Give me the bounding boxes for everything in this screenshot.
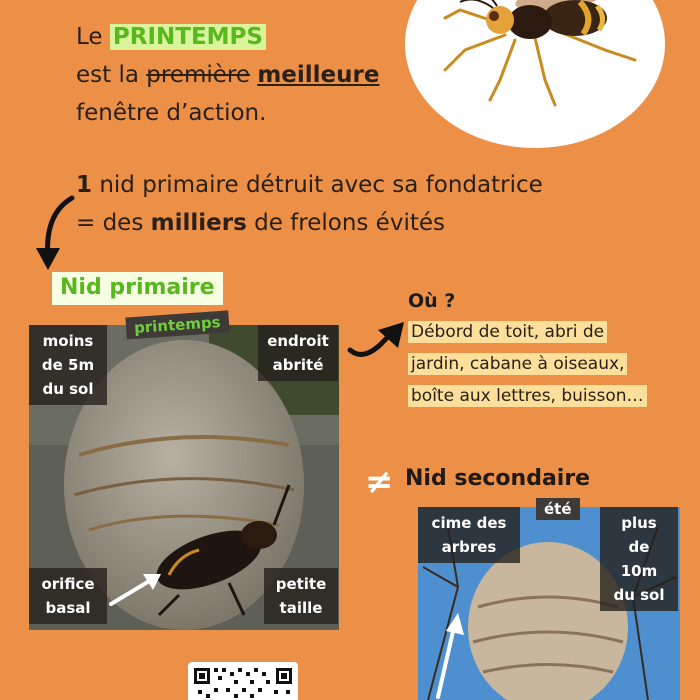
curved-arrow-right-icon	[344, 300, 410, 370]
stat-line1: nid primaire détruit avec sa fondatrice	[92, 172, 543, 198]
hornet-photo	[405, 0, 665, 148]
where-line	[408, 348, 647, 380]
hornet-photo-circle	[405, 0, 665, 148]
label-line: endroit	[267, 332, 329, 350]
label-line: petite	[275, 575, 327, 593]
label-line: cime des	[431, 514, 507, 532]
where-line-text: jardin, cabane à oiseaux,	[408, 353, 627, 375]
stat-line2-pre: = des	[76, 210, 151, 236]
label-height-high	[600, 507, 678, 611]
where-line-text: Débord de toit, abri de	[408, 321, 607, 343]
intro-le: Le	[76, 24, 110, 50]
best-word: meilleure	[257, 62, 380, 88]
white-arrow-icon	[107, 570, 167, 610]
label-height-low	[29, 325, 107, 405]
where-text	[408, 316, 647, 412]
label-line: basal	[45, 599, 91, 617]
nid-secondaire-title: Nid secondaire	[405, 466, 591, 491]
label-small-size	[264, 568, 338, 624]
label-sheltered	[258, 325, 338, 381]
stat-bold-word: milliers	[150, 210, 247, 236]
season-tag-summer: été	[536, 498, 580, 520]
label-line: arbres	[441, 538, 497, 556]
label-line: de 10m	[620, 538, 658, 580]
label-line: taille	[279, 599, 323, 617]
label-basal-orifice	[29, 568, 107, 624]
where-title: Où ?	[408, 290, 456, 312]
white-arrow-icon	[428, 607, 468, 700]
not-equal-icon: ≠	[365, 462, 394, 502]
label-line: du sol	[42, 380, 94, 398]
where-line-text: boîte aux lettres, buisson…	[408, 385, 647, 407]
curved-arrow-down-icon	[32, 190, 92, 280]
qr-code-pattern	[188, 662, 298, 700]
label-line: de 5m	[41, 356, 95, 374]
stat-text	[76, 166, 543, 242]
intro-est-la: est la	[76, 62, 147, 88]
season-tag-spring: printemps	[125, 310, 229, 339]
qr-code-icon[interactable]	[188, 662, 298, 700]
label-tree-tops	[418, 507, 520, 563]
label-line: abrité	[272, 356, 324, 374]
stat-number: 1	[76, 172, 93, 198]
nid-primaire-title: Nid primaire	[52, 272, 223, 305]
where-line	[408, 380, 647, 412]
where-line	[408, 316, 647, 348]
struck-word: première	[146, 62, 251, 88]
stat-line2-post: de frelons évités	[246, 210, 445, 236]
intro-text	[76, 18, 379, 132]
intro-window: fenêtre d’action.	[76, 100, 267, 126]
label-line: moins	[42, 332, 94, 350]
season-highlight: PRINTEMPS	[110, 24, 266, 50]
label-line: orifice	[41, 575, 95, 593]
label-line: du sol	[613, 586, 665, 604]
label-line: plus	[621, 514, 657, 532]
